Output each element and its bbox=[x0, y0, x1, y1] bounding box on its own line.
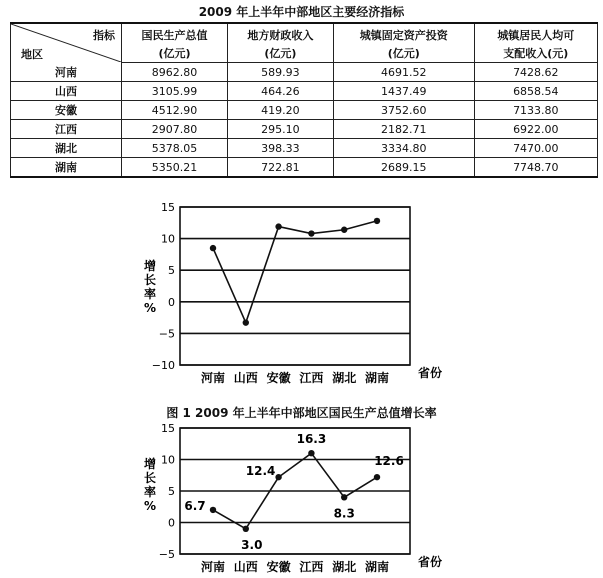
x-axis-label: 省份 bbox=[418, 555, 443, 569]
y-tick-label: 0 bbox=[168, 295, 175, 309]
y-axis-label: 增 bbox=[143, 457, 157, 471]
data-point bbox=[308, 450, 314, 456]
cell-investment: 3334.80 bbox=[333, 139, 474, 158]
y-axis-label: 增 bbox=[143, 259, 157, 273]
data-point bbox=[374, 474, 380, 480]
y-axis-label: 长 bbox=[143, 273, 157, 287]
growth-chart-2 bbox=[0, 400, 603, 578]
y-tick-label: 5 bbox=[168, 485, 175, 498]
table-row bbox=[11, 82, 598, 101]
header-gdp: 国民生产总值 bbox=[122, 23, 228, 44]
cell-income: 6858.54 bbox=[474, 82, 597, 101]
header-income-unit: 支配收入(元) bbox=[474, 44, 597, 63]
series-line bbox=[213, 221, 377, 323]
data-point bbox=[341, 227, 347, 233]
corner-label-indicator: 指标 bbox=[93, 29, 115, 42]
y-tick-label: 0 bbox=[168, 516, 175, 530]
cell-fiscal: 295.10 bbox=[227, 120, 333, 139]
data-label: 6.7 bbox=[184, 498, 206, 513]
y-axis-label: % bbox=[143, 301, 157, 315]
corner-label-region: 地区 bbox=[21, 48, 43, 61]
y-tick-label: −5 bbox=[158, 327, 175, 341]
cell-investment: 1437.49 bbox=[333, 82, 474, 101]
data-point bbox=[275, 223, 281, 229]
data-point bbox=[308, 230, 314, 236]
cell-gdp: 8962.80 bbox=[122, 63, 228, 82]
cell-fiscal: 398.33 bbox=[227, 139, 333, 158]
table-title: 2009 年上半年中部地区主要经济指标 bbox=[198, 5, 405, 19]
y-tick-label: 15 bbox=[161, 422, 175, 435]
cell-fiscal: 722.81 bbox=[227, 158, 333, 178]
header-fiscal: 地方财政收入 bbox=[227, 23, 333, 44]
row-region: 山西 bbox=[11, 82, 122, 101]
data-point bbox=[243, 526, 249, 532]
x-tick-label: 河南 bbox=[200, 560, 226, 574]
y-tick-label: 10 bbox=[161, 232, 175, 246]
x-tick-label: 湖北 bbox=[332, 371, 357, 385]
data-label: 8.3 bbox=[333, 506, 355, 521]
x-tick-label: 安徽 bbox=[266, 371, 291, 385]
cell-investment: 4691.52 bbox=[333, 63, 474, 82]
x-tick-label: 湖北 bbox=[332, 560, 357, 574]
table-corner-header bbox=[11, 23, 122, 63]
y-axis-label: 长 bbox=[143, 471, 157, 485]
cell-investment: 2182.71 bbox=[333, 120, 474, 139]
header-gdp-unit: (亿元) bbox=[122, 44, 228, 63]
y-tick-label: −10 bbox=[151, 359, 175, 372]
cell-investment: 2689.15 bbox=[333, 158, 474, 178]
table-row bbox=[11, 120, 598, 139]
y-tick-label: 10 bbox=[161, 453, 175, 467]
y-axis-label: 率 bbox=[143, 287, 157, 301]
cell-income: 7470.00 bbox=[474, 139, 597, 158]
cell-fiscal: 419.20 bbox=[227, 101, 333, 120]
row-region: 江西 bbox=[11, 120, 122, 139]
table-row bbox=[11, 139, 598, 158]
table-row bbox=[11, 63, 598, 82]
cell-investment: 3752.60 bbox=[333, 101, 474, 120]
data-label: 12.6 bbox=[374, 454, 404, 469]
data-label: 3.0 bbox=[241, 537, 263, 552]
x-tick-label: 河南 bbox=[200, 371, 226, 385]
header-income: 城镇居民人均可 bbox=[474, 23, 597, 44]
cell-fiscal: 589.93 bbox=[227, 63, 333, 82]
x-tick-label: 江西 bbox=[299, 371, 324, 385]
data-point bbox=[275, 474, 281, 480]
header-investment-unit: (亿元) bbox=[333, 44, 474, 63]
chart-caption: 图 1 2009 年上半年中部地区国民生产总值增长率 bbox=[166, 406, 437, 420]
data-label: 12.4 bbox=[245, 464, 276, 479]
row-region: 河南 bbox=[11, 63, 122, 82]
cell-gdp: 3105.99 bbox=[122, 82, 228, 101]
y-axis-label: % bbox=[143, 499, 157, 513]
y-axis-label: 率 bbox=[143, 485, 157, 499]
table-row bbox=[11, 101, 598, 120]
cell-gdp: 5378.05 bbox=[122, 139, 228, 158]
row-region: 湖南 bbox=[11, 158, 122, 178]
cell-income: 7133.80 bbox=[474, 101, 597, 120]
cell-income: 7748.70 bbox=[474, 158, 597, 178]
cell-fiscal: 464.26 bbox=[227, 82, 333, 101]
x-tick-label: 江西 bbox=[299, 560, 324, 574]
x-tick-label: 湖南 bbox=[364, 371, 390, 385]
x-tick-label: 湖南 bbox=[364, 560, 390, 574]
row-region: 安徽 bbox=[11, 101, 122, 120]
y-tick-label: 5 bbox=[168, 264, 175, 278]
row-region: 湖北 bbox=[11, 139, 122, 158]
economic-indicators-table bbox=[10, 22, 598, 178]
header-investment: 城镇固定资产投资 bbox=[333, 23, 474, 44]
header-fiscal-unit: (亿元) bbox=[227, 44, 333, 63]
data-point bbox=[374, 218, 380, 224]
cell-income: 6922.00 bbox=[474, 120, 597, 139]
data-point bbox=[243, 319, 249, 325]
x-tick-label: 山西 bbox=[233, 560, 258, 574]
data-point bbox=[341, 494, 347, 500]
x-axis-label: 省份 bbox=[418, 366, 443, 380]
data-point bbox=[210, 507, 216, 513]
data-point bbox=[210, 245, 216, 251]
data-label: 16.3 bbox=[296, 432, 327, 447]
gdp-growth-chart bbox=[0, 195, 603, 400]
x-tick-label: 山西 bbox=[233, 371, 258, 385]
y-tick-label: −5 bbox=[158, 548, 175, 561]
y-tick-label: 15 bbox=[161, 201, 175, 214]
x-tick-label: 安徽 bbox=[266, 560, 291, 574]
cell-income: 7428.62 bbox=[474, 63, 597, 82]
cell-gdp: 5350.21 bbox=[122, 158, 228, 178]
cell-gdp: 4512.90 bbox=[122, 101, 228, 120]
table-row bbox=[11, 158, 598, 178]
cell-gdp: 2907.80 bbox=[122, 120, 228, 139]
